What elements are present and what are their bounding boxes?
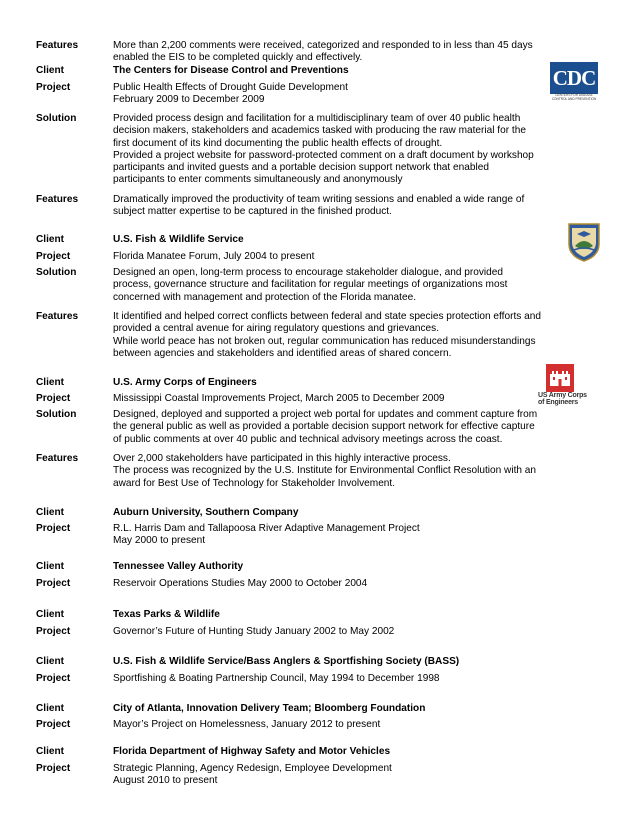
- client-name: U.S. Fish & Wildlife Service/Bass Anglers & Sportfishing Society (BASS): [113, 656, 460, 667]
- solution-text: Provided process design and facilitation for a multidisciplinary team of over 40 public health decision makers, stakeholders and academics tasked with producing the raw material for the first document of its kind documenting the public health effects of drought. Provided a project website for password-protected comment on a draft document by workshop participants and invited guests and a portable decision support network that enabled participants to enter comments simultaneously and anonymously: [113, 113, 534, 186]
- client-label: Client: [36, 377, 65, 388]
- features-text: Over 2,000 stakeholders have participated in this highly interactive process. The process was recognized by the U.S. Institute for Environmental Conflict Resolution with an award for Best Use of Technology for Stakeholder Involvement.: [113, 453, 537, 489]
- project-text: Mississippi Coastal Improvements Project, March 2005 to December 2009: [113, 393, 445, 404]
- client-label: Client: [36, 507, 65, 518]
- client-label: Client: [36, 234, 65, 245]
- cdc-logo: CDC CENTERS FOR DISEASE CONTROL AND PREVENTION: [550, 62, 598, 101]
- project-label: Project: [36, 393, 71, 404]
- client-label: Client: [36, 703, 65, 714]
- client-label: Client: [36, 609, 65, 620]
- project-text: Mayor’s Project on Homelessness, January 2012 to present: [113, 719, 381, 730]
- client-label: Client: [36, 65, 65, 76]
- solution-label: Solution: [36, 113, 77, 124]
- document-page: Features More than 2,200 comments were received, categorized and responded to in less than 45 days enabled the EIS to be completed quickly and effectively. Client The Centers for Disease Control and Preventions Project Public Health Effects of Drought Guide Development February 2009 to December 2009 Solution Provided process design and facilitation for a multidisciplinary team of over 40 public health decision makers, stakeholders and academics tasked with producing the raw material for the first document of its kind documenting the public health effects of drought. Provided a project website for password-protected comment on a draft document by workshop participants and invited guests and a portable decision support network that enabled participants to enter comments simultaneously and anonymously Features Dramatically improved the productivity of team writing sessions and enabled a wide range of subject matter expertise to be captured in the finished product. CDC CENTERS FOR DISEASE CONTROL AND PREVENTION Client U.S. Fish & Wildlife Service Project Florida Manatee Forum, July 2004 to present Solution Designed an open, long-term process to encourage stakeholder dialogue, and provided process, governance structure and facilitation for regular meetings of organizations most concerned with management and protection of the Florida manatee. Features It identified and helped correct conflicts between federal and state species protection efforts and provided a central avenue for airing regulatory questions and grievances. While world peace has not broken out, regular communication has reduced misunderstandings between agencies and stakeholders and identified areas of shared concern. Client U.S. Army Corps of Engineers Project Mississippi Coastal Improvements Project, March 2005 to December 2009 Solution Designed, deployed and supported a project web portal for updates and comment capture from the general public as well as provided a portable decision support network for effective capture of public comments at over 40 public and technical advisory meetings across the coast. Features Over 2,000 stakeholders have participated in this highly interactive process. The process was recognized by the U.S. Institute for Environmental Conflict Resolution with an award for Best Use of Technology for Stakeholder Involvement. US Army Corps of Engineers Client Auburn University, Southern Company Project R.L. Harris Dam and Tallapoosa River Adaptive Management Project May 2000 to present Client Tennessee Valley Authority Project Reservoir Operations Studies May 2000 to October 2004 Client Texas Parks & Wildlife Project Governor’s Future of Hunting Study January 2002 to May 2002 Client U.S. Fish & Wildlife Service/Bass Anglers & Sportfishing Society (BASS) Project Sportfishing & Boating Partnership Council, May 1994 to December 1998 Client City of Atlanta, Innovation Delivery Team; Bloomberg Foundation Project Mayor’s Project on Homelessness, January 2012 to present Client Florida Department of Highway Safety and Motor Vehicles Project Strategic Planning, Agency Redesign, Employee Development August 2010 to present: [0, 0, 638, 826]
- client-label: Client: [36, 746, 65, 757]
- project-label: Project: [36, 82, 71, 93]
- solution-label: Solution: [36, 409, 77, 420]
- client-name: City of Atlanta, Innovation Delivery Team; Bloomberg Foundation: [113, 703, 426, 714]
- features-text: It identified and helped correct conflicts between federal and state species protection efforts and provided a central avenue for airing regulatory questions and grievances. While world peace has not broken out, regular communication has reduced misunderstandings between agencies and stakeholders and identified areas of shared concern.: [113, 311, 541, 359]
- features-label: Features: [36, 453, 79, 464]
- project-label: Project: [36, 763, 71, 774]
- usfws-logo: [567, 222, 601, 265]
- project-text: Sportfishing & Boating Partnership Council, May 1994 to December 1998: [113, 673, 440, 684]
- solution-text: Designed an open, long-term process to encourage stakeholder dialogue, and provided process, governance structure and facilitation for regular meetings of organizations most concerned with management and protection of the Florida manatee.: [113, 267, 508, 303]
- castle-icon: [546, 364, 574, 392]
- solution-label: Solution: [36, 267, 77, 278]
- client-name: The Centers for Disease Control and Preventions: [113, 65, 349, 76]
- project-text: Florida Manatee Forum, July 2004 to present: [113, 251, 315, 262]
- project-label: Project: [36, 251, 71, 262]
- project-label: Project: [36, 523, 71, 534]
- project-text: Public Health Effects of Drought Guide Development February 2009 to December 2009: [113, 82, 348, 106]
- project-label: Project: [36, 578, 71, 589]
- project-text: Strategic Planning, Agency Redesign, Employee Development August 2010 to present: [113, 763, 392, 787]
- project-text: R.L. Harris Dam and Tallapoosa River Adaptive Management Project May 2000 to present: [113, 523, 420, 547]
- features-text: Dramatically improved the productivity of team writing sessions and enabled a wide range of subject matter expertise to be captured in the finished product.: [113, 194, 525, 218]
- features-text: More than 2,200 comments were received, categorized and responded to in less than 45 days enabled the EIS to be completed quickly and effectively.: [113, 40, 533, 64]
- client-label: Client: [36, 561, 65, 572]
- features-label: Features: [36, 194, 79, 205]
- features-label: Features: [36, 311, 79, 322]
- usfws-shield-icon: [567, 222, 601, 262]
- client-name: U.S. Fish & Wildlife Service: [113, 234, 244, 245]
- client-name: Florida Department of Highway Safety and Motor Vehicles: [113, 746, 391, 757]
- project-label: Project: [36, 719, 71, 730]
- cdc-logo-mark: CDC: [550, 62, 598, 94]
- client-name: Texas Parks & Wildlife: [113, 609, 220, 620]
- features-label: Features: [36, 40, 79, 51]
- client-label: Client: [36, 656, 65, 667]
- solution-text: Designed, deployed and supported a project web portal for updates and comment capture from the general public as well as provided a portable decision support network for effective capture of public comments at over 40 public and technical advisory meetings across the coast.: [113, 409, 538, 445]
- project-text: Reservoir Operations Studies May 2000 to October 2004: [113, 578, 368, 589]
- client-name: Auburn University, Southern Company: [113, 507, 299, 518]
- project-text: Governor’s Future of Hunting Study January 2002 to May 2002: [113, 626, 395, 637]
- project-label: Project: [36, 626, 71, 637]
- client-name: U.S. Army Corps of Engineers: [113, 377, 257, 388]
- project-label: Project: [36, 673, 71, 684]
- client-name: Tennessee Valley Authority: [113, 561, 244, 572]
